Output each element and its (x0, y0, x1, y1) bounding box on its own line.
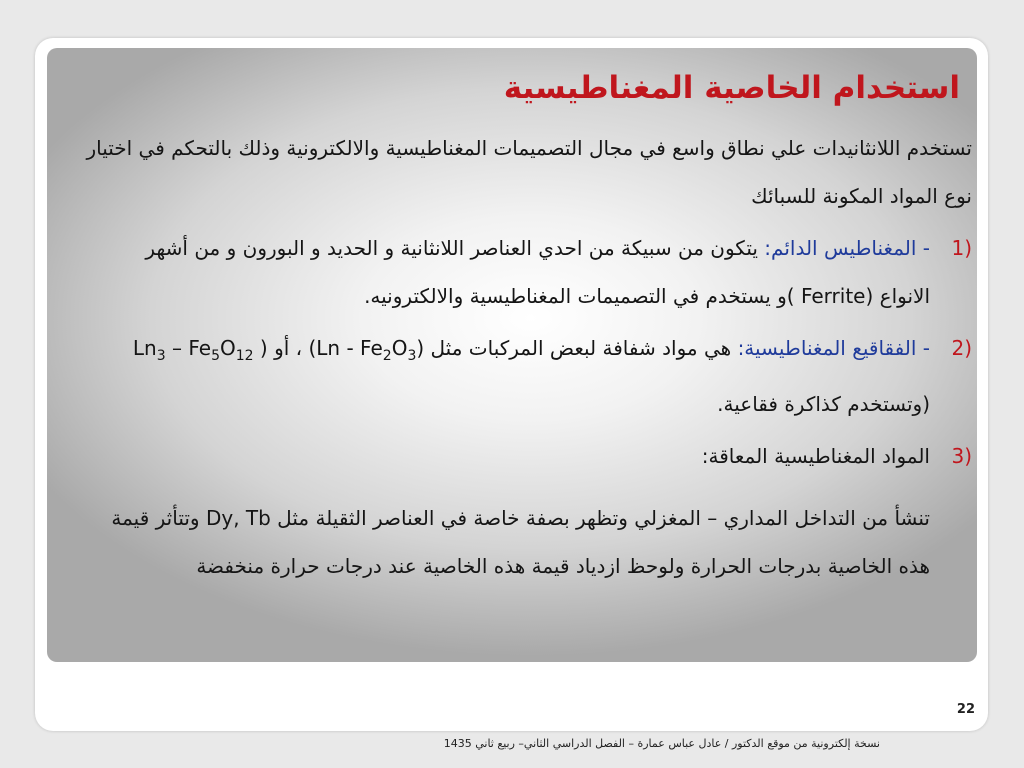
item-text: المواد المغناطيسية المعاقة: (701, 444, 930, 468)
footer-credit: نسخة إلكترونية من موقع الدكتور / عادل عباس عمارة – الفصل الدراسي الثاني– ربيع ثاني 1435 (443, 737, 880, 750)
item-body (82, 324, 930, 428)
item-text: وتستخدم كذاكرة فقاعية. (717, 392, 923, 416)
item-term: - الفقاقيع المغناطيسية: (737, 336, 930, 360)
element-symbols: Dy, Tb (205, 506, 271, 530)
item-number: (2 (951, 336, 972, 360)
formula-ln-fe2o3: $(Ln - Fe_2O_3)$ (308, 336, 425, 364)
item-text: ، أو ( (253, 336, 309, 360)
formula-ln3-fe5o12: $Ln_3 - Fe_5O_{12}$ ) (132, 336, 930, 416)
slide-content (82, 124, 972, 590)
hindered-description: تنشأ من التداخل المداري – المغزلي وتظهر بصفة خاصة في العناصر الثقيلة مثل Dy, Tb وتتأثر قيمة هذه الخاصية بدرجات الحرارة ولوحظ ازدياد قيمة هذه الخاصية عند درجات حرارة منخفضة (111, 506, 930, 578)
list-item-hindered-magnetic (82, 432, 972, 480)
page-number: 22 (956, 702, 975, 717)
item-body (82, 432, 930, 480)
intro-paragraph: تستخدم اللانثانيدات علي نطاق واسع في مجال التصميمات المغناطيسية والالكترونية وذلك بالتحكم في اختيار نوع المواد المكونة للسبائك (86, 136, 972, 208)
list-item-permanent-magnet (82, 224, 972, 320)
item-number: (3 (951, 444, 972, 468)
list-item-magnetic-bubbles (82, 324, 972, 428)
item-term: - المغناطيس الدائم: (764, 236, 930, 260)
slide-title: استخدام الخاصية المغناطيسية (503, 70, 960, 106)
item-text: يتكون من سبيكة من احدي العناصر اللانثانية و الحديد و البورون و من أشهر الانواع (Ferrite )و يستخدم في التصميمات المغناطيسية والالكترونيه. (145, 236, 930, 308)
item-number: (1 (951, 236, 972, 260)
item-text: هي مواد شفافة لبعض المركبات مثل (424, 336, 738, 360)
property-list (82, 224, 972, 480)
item-body (82, 224, 930, 320)
